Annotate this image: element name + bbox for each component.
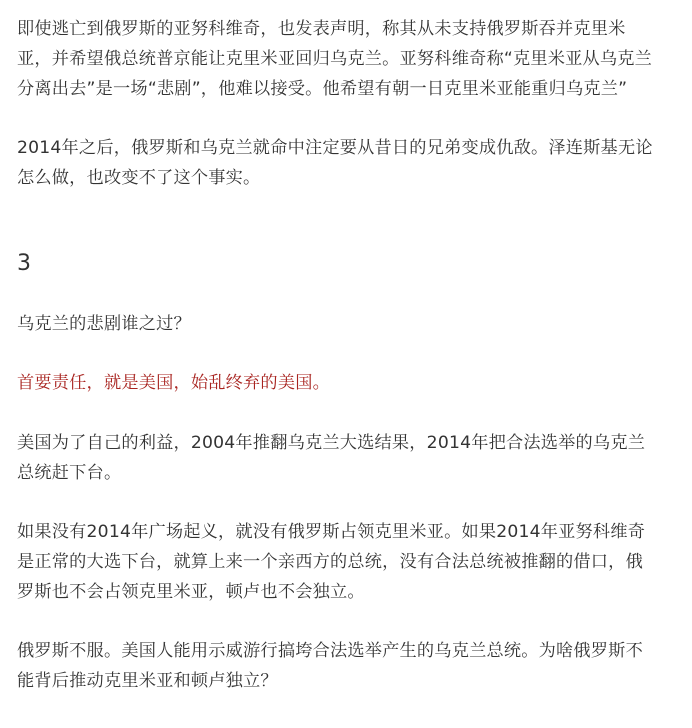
paragraph-russia-objection: 俄罗斯不服。美国人能用示威游行搞垮合法选举产生的乌克兰总统。为啥俄罗斯不 能背后推动克里米亚和顿卢独立？ bbox=[17, 641, 643, 691]
paragraph-maidan-hypothetical: 如果没有2014年广场起义，就没有俄罗斯占领克里米亚。如果2014年亚努科维奇 是正常的大选下台，就算上来一个亲西方的总统，没有合法总统被推翻的借口，俄 罗斯也不会占领克里米亚，顿卢也不会独立。 bbox=[17, 522, 646, 602]
paragraph-russia-ukraine-enemies: 2014年之后，俄罗斯和乌克兰就命中注定要从昔日的兄弟变成仇敌。泽连斯基无论 怎么做，也改变不了这个事实。 bbox=[17, 138, 653, 188]
paragraph-emphasis: 首要责任，就是美国，始乱终弃的美国。 bbox=[17, 373, 330, 393]
article-body bbox=[17, 14, 677, 696]
paragraph-yanukovych-statement: 即使逃亡到俄罗斯的亚努科维奇，也发表声明，称其从未支持俄罗斯吞并克里米 亚，并希望俄总统普京能让克里米亚回归乌克兰。亚努科维奇称“克里米亚从乌克兰 分离出去”是一场“悲剧”，他难以接受。他希望有朝一日克里米亚能重归乌克兰” bbox=[17, 19, 653, 99]
paragraph-question: 乌克兰的悲剧谁之过？ bbox=[17, 314, 191, 334]
paragraph-us-interests: 美国为了自己的利益，2004年推翻乌克兰大选结果，2014年把合法选举的乌克兰 总统赶下台。 bbox=[17, 433, 646, 483]
section-number: 3 bbox=[17, 251, 31, 276]
